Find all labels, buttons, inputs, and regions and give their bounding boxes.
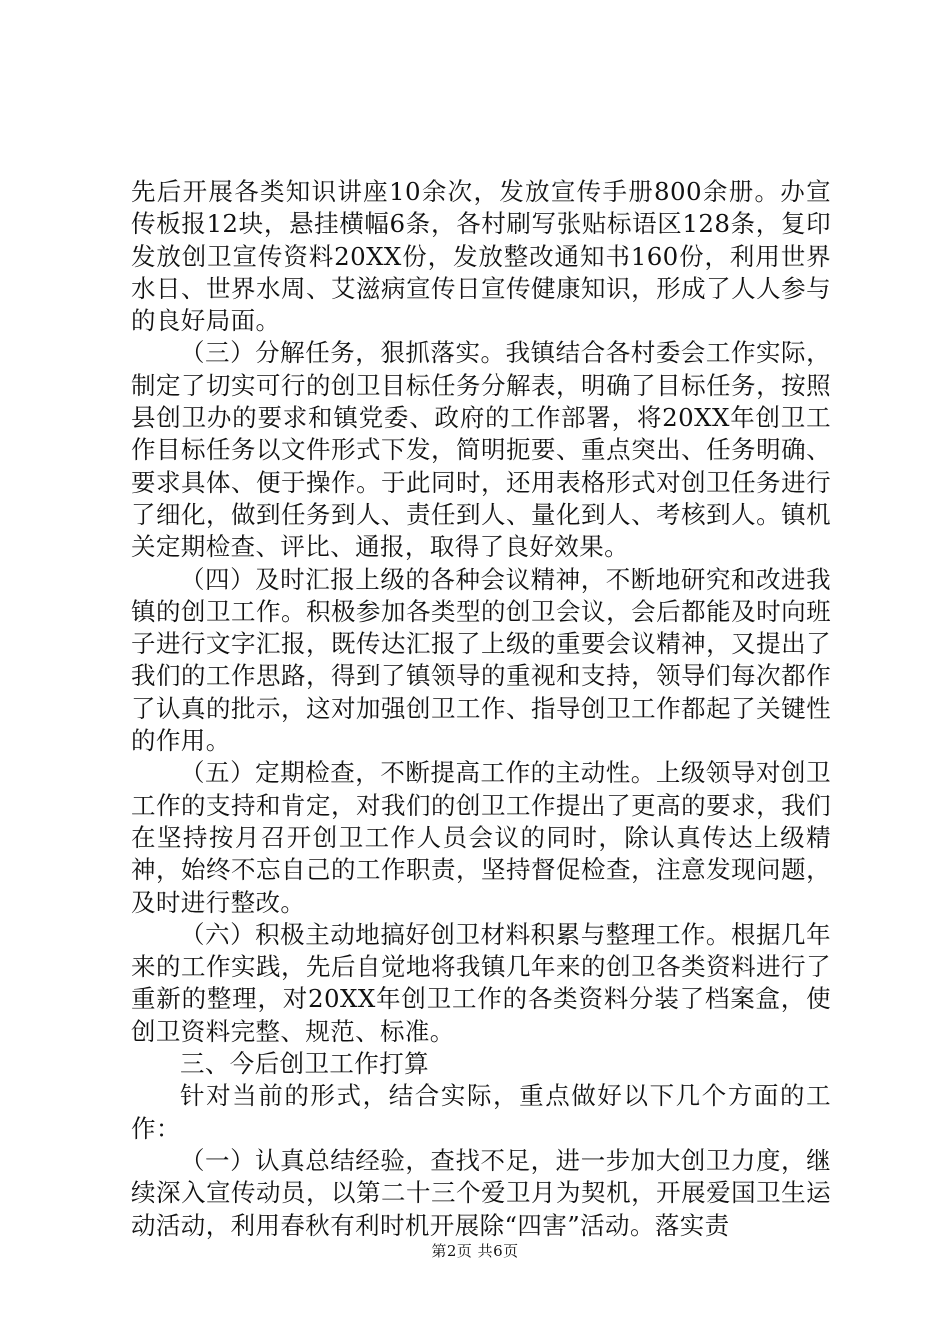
paragraph-5: （六）积极主动地搞好创卫材料积累与整理工作。根据几年来的工作实践，先后自觉地将我镇几年来的创卫各类资料进行了重新的整理，对20XX年创卫工作的各类资料分装了档案盒，使创卫资料完整、规范、标准。	[131, 919, 831, 1046]
document-body	[131, 176, 831, 1242]
page-footer: 第2页 共6页	[431, 1242, 519, 1260]
paragraph-1: 先后开展各类知识讲座10余次，发放宣传手册800余册。办宣传板报12块，悬挂横幅6条，各村刷写张贴标语区128条，复印发放创卫宣传资料20XX份，发放整改通知书160份，利用世界水日、世界水周、艾滋病宣传日宣传健康知识，形成了人人参与的良好局面。	[131, 177, 831, 336]
paragraph-4: （五）定期检查，不断提高工作的主动性。上级领导对创卫工作的支持和肯定，对我们的创卫工作提出了更高的要求，我们在坚持按月召开创卫工作人员会议的同时，除认真传达上级精神，始终不忘自己的工作职责，坚持督促检查，注意发现问题，及时进行整改。	[131, 758, 831, 917]
paragraph-2: （三）分解任务，狠抓落实。我镇结合各村委会工作实际，制定了切实可行的创卫目标任务分解表，明确了目标任务，按照县创卫办的要求和镇党委、政府的工作部署，将20XX年创卫工作目标任务以文件形式下发，简明扼要、重点突出、任务明确、要求具体、便于操作。于此同时，还用表格形式对创卫任务进行了细化，做到任务到人、责任到人、量化到人、考核到人。镇机关定期检查、评比、通报，取得了良好效果。	[131, 338, 831, 562]
paragraph-3: （四）及时汇报上级的各种会议精神，不断地研究和改进我镇的创卫工作。积极参加各类型的创卫会议，会后都能及时向班子进行文字汇报，既传达汇报了上级的重要会议精神，又提出了我们的工作思路，得到了镇领导的重视和支持，领导们每次都作了认真的批示，这对加强创卫工作、指导创卫工作都起了关键性的作用。	[131, 564, 831, 756]
paragraph-6: 针对当前的形式，结合实际，重点做好以下几个方面的工作：	[131, 1081, 831, 1143]
paragraph-7: （一）认真总结经验，查找不足，进一步加大创卫力度，继续深入宣传动员，以第二十三个爱卫月为契机，开展爱国卫生运动活动，利用春秋有利时机开展除“四害”活动。落实责	[131, 1145, 831, 1240]
section-heading: 三、今后创卫工作打算	[180, 1049, 429, 1079]
